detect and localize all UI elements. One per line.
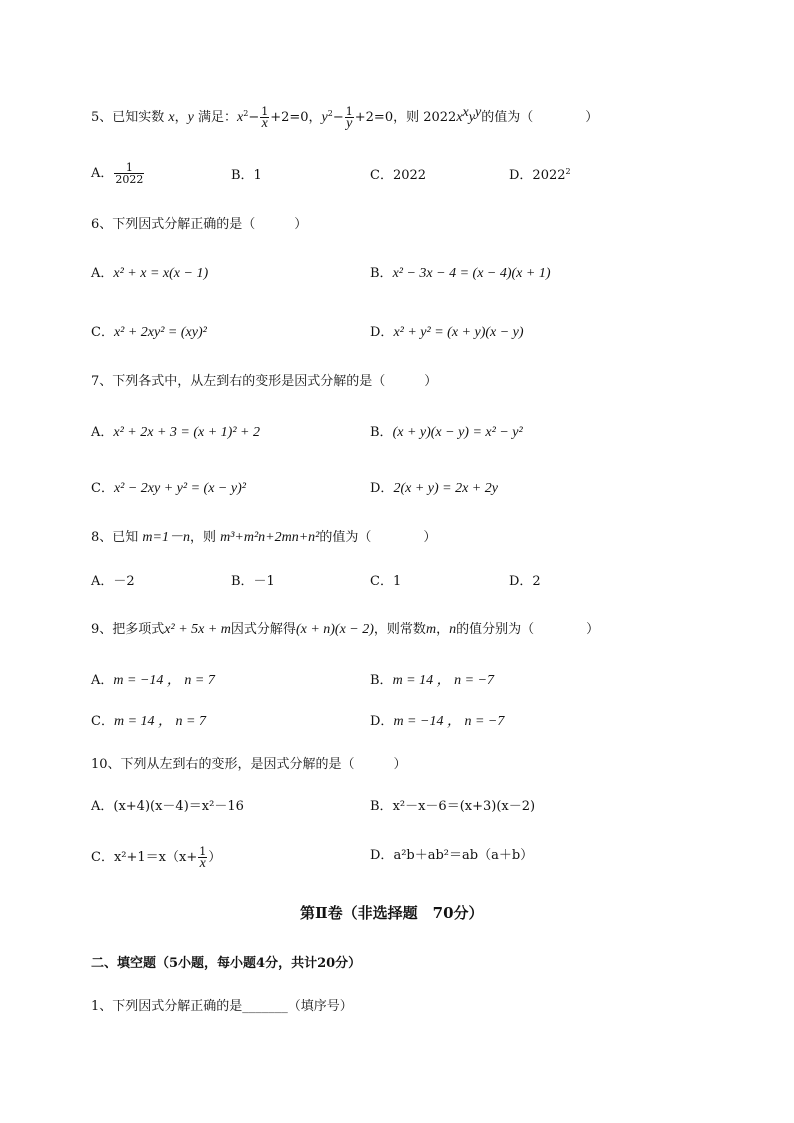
q6-option-a-label: A． [91, 266, 114, 281]
q5-eq2-sup: 2 [327, 109, 333, 118]
q5-eq2-num: 1 [345, 105, 353, 118]
q10-option-a-text: (x+4)(x－4)＝x²－16 [113, 799, 244, 814]
q5-option-b-text: B．1 [231, 168, 262, 183]
q5-pow-base-y: y [468, 110, 475, 125]
q10-option-c[interactable] [91, 846, 221, 869]
q7-option-d[interactable] [370, 481, 498, 497]
q5-eq2-rest: +2=0，则 2022 [354, 110, 457, 125]
q5-option-d-text: D．2022 [509, 168, 566, 183]
fill-question-1: 1、下列因式分解正确的是_______（填序号） [91, 999, 353, 1014]
q6-option-d-text: x² + y² = (x + y)(x − y) [393, 325, 524, 340]
q5-eq1-sup: 2 [243, 109, 249, 118]
q5-eq1-den: x [261, 116, 268, 131]
q10-option-c-text: x²+1＝x（x+ [113, 850, 198, 865]
q9-factors: (x + n)(x − 2) [295, 622, 374, 637]
q10-option-c-label: C． [91, 850, 114, 865]
q9-stem-text-d: 的值分别为（ ） [456, 622, 600, 637]
q7-option-b-label: B． [370, 425, 393, 440]
q6-option-a[interactable] [91, 266, 208, 282]
q5-stem-text: 5、已知实数 [91, 110, 169, 125]
q6-option-d[interactable] [370, 325, 524, 341]
q7-option-b-text: (x + y)(x − y) = x² − y² [392, 425, 523, 440]
q5-eq1-minus: − [248, 110, 260, 125]
q9-polynomial: x² + 5x + m [164, 622, 231, 637]
q6-option-d-label: D． [370, 325, 394, 340]
q5-option-a[interactable] [91, 162, 145, 185]
q5-option-c-text: C．2022 [370, 168, 427, 183]
q9-option-d-label: D． [370, 714, 394, 729]
q8-stem-text-c: 的值为（ ） [319, 530, 437, 545]
q9-stem-text-c: ，则常数 [373, 622, 426, 637]
q5-stem-text-c: 的值为（ ） [481, 110, 599, 125]
q10-option-a[interactable] [91, 799, 244, 815]
q10-option-d-label: D． [370, 848, 394, 863]
q7-option-c-label: C． [91, 481, 114, 496]
q9-option-d-text: m = −14 ， n = −7 [393, 714, 505, 729]
q5-eq1-rest: +2=0， [270, 110, 322, 125]
q6-stem: 6、下列因式分解正确的是（ ） [91, 217, 308, 232]
q8-stem-text-b: ，则 [189, 530, 221, 545]
q5-stem [91, 106, 598, 129]
q9-option-c-text: m = 14 ， n = 7 [113, 714, 206, 729]
q10-option-a-label: A． [91, 799, 114, 814]
q5-option-a-fraction [114, 162, 144, 185]
q8-stem-text: 8、已知 [91, 530, 143, 545]
q5-option-d-sup: 2 [565, 167, 571, 176]
q5-eq2-minus: − [332, 110, 344, 125]
q9-option-a-text: m = −14 ， n = 7 [113, 673, 215, 688]
q6-option-a-text: x² + x = x(x − 1) [113, 266, 209, 281]
q10-stem: 10、下列从左到右的变形，是因式分解的是（ ） [91, 757, 407, 772]
q8-condition: m=1－n [142, 530, 190, 545]
q8-expression: m³+m²n+2mn+n² [220, 530, 320, 545]
q10-option-c-den: x [199, 856, 206, 871]
q5-option-a-num: 1 [114, 162, 144, 174]
q7-option-a-text: x² + 2x + 3 = (x + 1)² + 2 [113, 425, 260, 440]
q8-option-a[interactable]: A．－2 [91, 574, 135, 589]
q5-eq2-var: y [321, 110, 328, 125]
q10-option-b[interactable] [370, 799, 535, 815]
q10-option-d[interactable] [370, 848, 533, 864]
q9-option-c[interactable] [91, 714, 206, 730]
q7-option-b[interactable] [370, 425, 523, 441]
q5-var-y: y [187, 110, 194, 125]
q9-stem-text: 9、把多项式 [91, 622, 165, 637]
q6-option-c-label: C． [91, 325, 114, 340]
q5-pow-exp-x: x [462, 105, 469, 120]
q6-option-b[interactable] [370, 266, 551, 282]
q5-eq1-fraction [260, 106, 269, 129]
q9-option-a[interactable] [91, 673, 215, 689]
q5-eq1-num: 1 [261, 105, 269, 118]
part2-title: 第Ⅱ卷（非选择题 70分） [300, 904, 484, 922]
q10-option-c-text-b: ） [208, 850, 222, 865]
q5-pow-base-x: x [456, 110, 463, 125]
q9-option-b[interactable] [370, 673, 494, 689]
q9-var-m: m [425, 622, 437, 637]
q9-option-b-label: B． [370, 673, 393, 688]
q10-option-b-text: x²－x－6＝(x+3)(x－2) [392, 799, 536, 814]
q9-stem-text-b: 因式分解得 [230, 622, 296, 637]
q5-option-a-den: 2022 [115, 173, 144, 186]
q5-var-x: x [168, 110, 175, 125]
q5-option-c[interactable] [370, 168, 426, 184]
q9-option-b-text: m = 14 ， n = −7 [392, 673, 495, 688]
q7-option-c[interactable] [91, 481, 246, 497]
q7-option-a[interactable] [91, 425, 260, 441]
q8-option-c[interactable]: C．1 [370, 574, 402, 589]
q6-option-b-text: x² − 3x − 4 = (x − 4)(x + 1) [392, 266, 551, 281]
q8-stem [91, 530, 436, 546]
q7-option-a-label: A． [91, 425, 114, 440]
q7-option-d-text: 2(x + y) = 2x + 2y [393, 481, 498, 496]
q5-option-b[interactable] [231, 168, 262, 184]
q8-option-d[interactable]: D．2 [509, 574, 541, 589]
q5-eq2-fraction [345, 106, 354, 129]
q8-option-b[interactable]: B．－1 [231, 574, 275, 589]
q5-stem-text-b: 满足： [193, 110, 237, 125]
q9-option-c-label: C． [91, 714, 114, 729]
q9-option-d[interactable] [370, 714, 504, 730]
q7-option-d-label: D． [370, 481, 394, 496]
q9-comma: ， [436, 622, 450, 637]
q5-eq2-den: y [346, 116, 353, 131]
q6-option-b-label: B． [370, 266, 393, 281]
q10-option-b-label: B． [370, 799, 393, 814]
q5-eq1-var: x [237, 110, 244, 125]
q5-option-d[interactable] [509, 168, 571, 184]
q7-option-c-text: x² − 2xy + y² = (x − y)² [113, 481, 246, 496]
q7-stem: 7、下列各式中，从左到右的变形是因式分解的是（ ） [91, 374, 438, 389]
q10-option-c-fraction [198, 846, 207, 869]
section-fill-in-title: 二、填空题（5小题，每小题4分，共计20分） [91, 956, 362, 971]
q6-option-c[interactable] [91, 325, 207, 341]
q9-stem [91, 622, 599, 638]
q6-option-c-text: x² + 2xy² = (xy)² [113, 325, 207, 340]
q5-comma: ， [174, 110, 188, 125]
q5-pow-exp-y: y [474, 105, 482, 120]
q5-option-a-label: A． [91, 166, 114, 181]
q9-var-n: n [449, 622, 457, 637]
q10-option-c-num: 1 [199, 845, 207, 858]
q9-option-a-label: A． [91, 673, 114, 688]
q10-option-d-text: a²b＋ab²＝ab（a＋b） [393, 848, 534, 863]
